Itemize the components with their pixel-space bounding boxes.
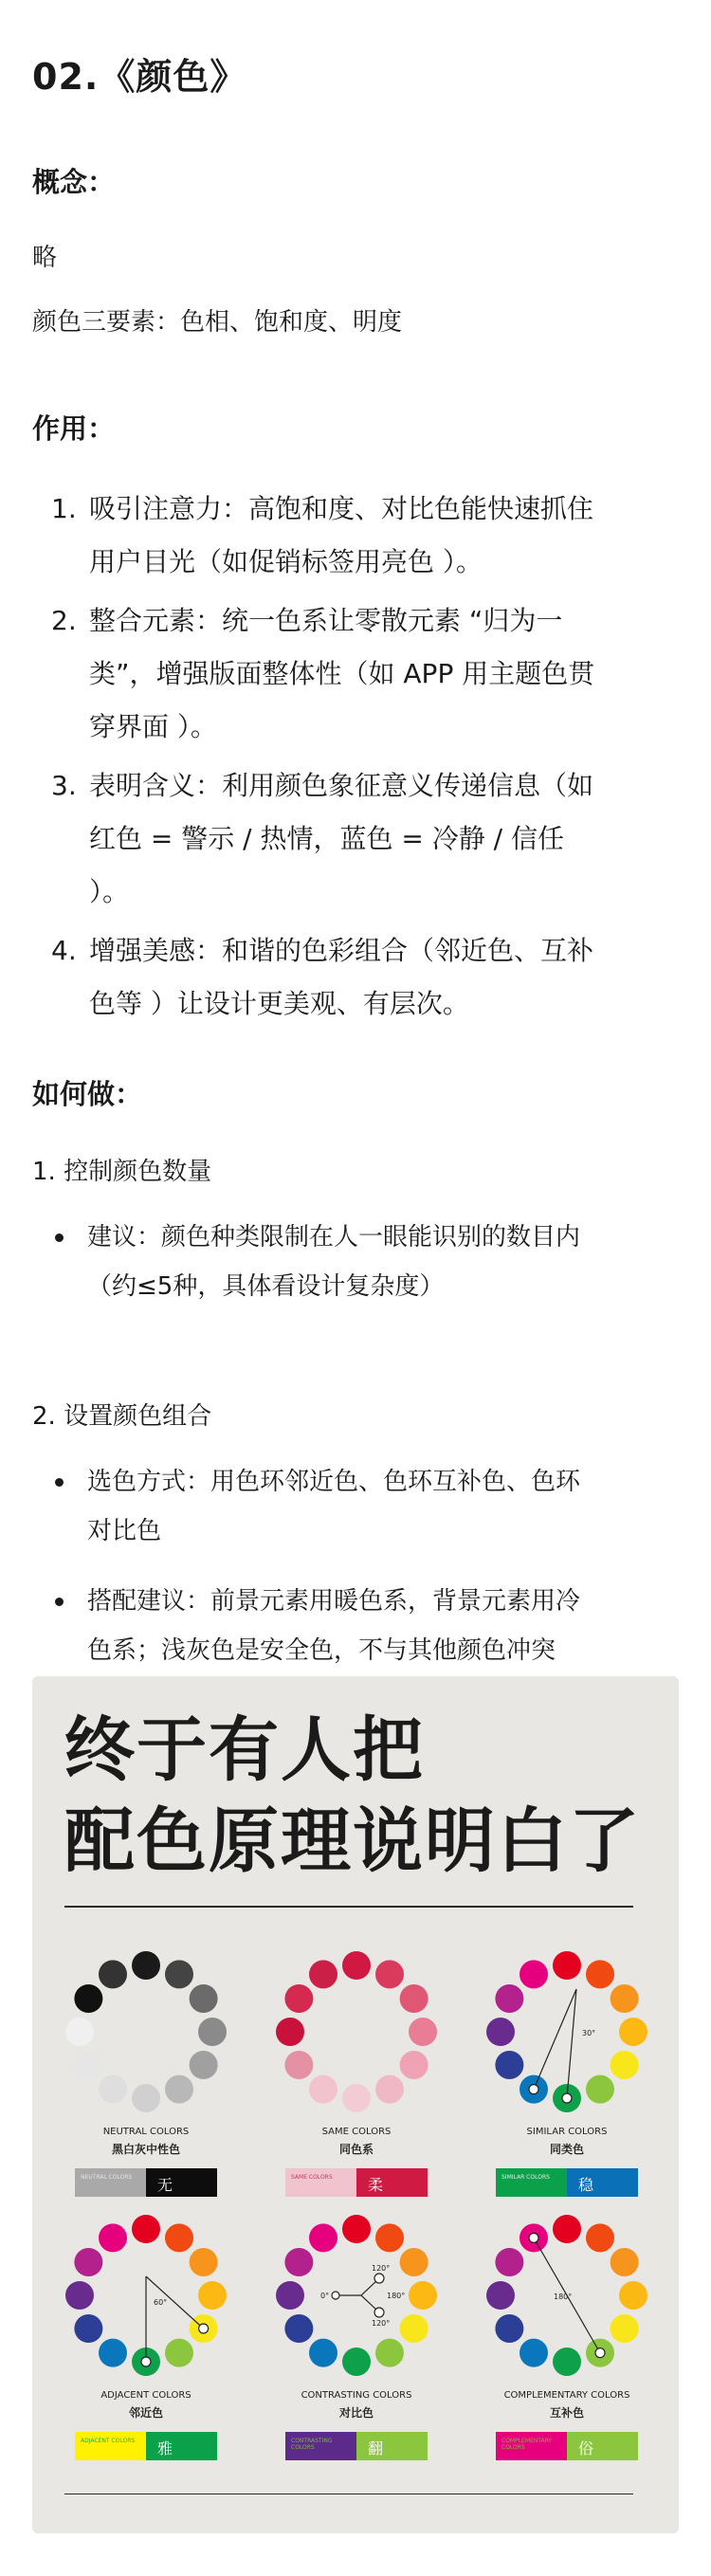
color-dot (132, 2215, 160, 2243)
color-dot (611, 2248, 639, 2276)
color-dot (198, 2281, 227, 2310)
swatch-name: COMPLEMENTARY COLORS (501, 2438, 553, 2451)
color-dot (495, 2248, 523, 2276)
swatch-right (356, 2432, 428, 2460)
bullet-text: 建议：颜色种类限制在人一眼能识别的数目内 (87, 1223, 581, 1251)
wheel-label-cn: 对比色 (338, 2406, 374, 2420)
wheel-label-en: NEUTRAL COLORS (102, 2127, 190, 2137)
color-dot (65, 2018, 94, 2046)
swatch-name: CONTRASTING COLORS (291, 2438, 333, 2451)
color-dot (611, 2051, 639, 2079)
color-swatch (496, 2168, 638, 2197)
color-dot (276, 2281, 304, 2310)
color-dot (409, 2281, 437, 2310)
color-dot (375, 2339, 404, 2367)
usage-item-4 (51, 927, 677, 1033)
howto-heading: 如何做： (32, 1078, 143, 1110)
color-dot (190, 1984, 218, 2013)
color-dot (520, 2339, 548, 2367)
wheel-label-cn: 同类色 (549, 2143, 584, 2156)
color-dot (586, 1960, 614, 1988)
color-dot (99, 2339, 127, 2367)
color-dot (165, 2075, 193, 2104)
selector-ring (529, 2233, 538, 2242)
wheel-label-cn: 同色系 (338, 2143, 374, 2156)
angle-label: 120° (372, 2319, 391, 2328)
color-dot (165, 2223, 193, 2252)
angle-line (567, 1989, 576, 2098)
color-dot (165, 2339, 193, 2367)
howto-step-2: 2. 设置颜色组合 (32, 1402, 212, 1431)
howto-step-1-bullet (87, 1213, 580, 1311)
color-dot (190, 2248, 218, 2276)
swatch-name: ADJACENT COLORS (81, 2438, 136, 2444)
color-swatch (75, 2432, 217, 2460)
wheel-label-en: SAME COLORS (321, 2127, 392, 2137)
concept-heading: 概念： (32, 166, 116, 198)
selector-ring (199, 2324, 209, 2333)
wheel-label-en: ADJACENT COLORS (100, 2390, 191, 2401)
swatch-right (567, 2432, 638, 2460)
color-dot (342, 1951, 371, 1980)
color-dot (309, 1960, 337, 1988)
selector-ring (141, 2357, 151, 2366)
usage-item-2 (51, 597, 677, 757)
color-dot (520, 1960, 548, 1988)
usage-item-text: 色等 ）让设计更美观、有层次。 (89, 988, 469, 1019)
swatch-char: 雅 (157, 2439, 173, 2457)
swatch-name: SIMILAR COLORS (501, 2174, 550, 2181)
color-dot (486, 2281, 515, 2310)
color-dot (99, 2075, 127, 2104)
angle-line (361, 2295, 377, 2311)
swatch-char: 无 (157, 2176, 173, 2194)
selector-ring (595, 2348, 605, 2358)
poster-title-line-2: 配色原理说明白了 (64, 1800, 641, 1882)
swatch-right (567, 2168, 638, 2197)
color-swatch (75, 2168, 217, 2197)
color-dot (74, 2314, 102, 2343)
swatch-left (75, 2168, 146, 2197)
color-dot (190, 2051, 218, 2079)
selector-ring (529, 2085, 538, 2094)
color-dot (486, 2018, 515, 2046)
swatch-left (285, 2432, 356, 2460)
color-dot (65, 2281, 94, 2310)
color-dot (400, 2314, 428, 2343)
usage-item-text: 类”，增强版面整体性（如 APP 用主题色贯 (89, 658, 595, 689)
usage-item-number: 4. (51, 935, 77, 966)
color-dot (400, 2248, 428, 2276)
selector-ring (562, 2093, 572, 2103)
usage-item-number: 1. (51, 493, 77, 524)
color-dot (132, 2084, 160, 2112)
angle-line (534, 1989, 576, 2090)
color-dot (375, 2075, 404, 2104)
swatch-left (496, 2168, 567, 2197)
concept-line-2: 颜色三要素：色相、饱和度、明度 (32, 308, 403, 337)
angle-line (361, 2280, 377, 2295)
color-dot (284, 2314, 313, 2343)
wheel-label-en: COMPLEMENTARY COLORS (503, 2390, 630, 2401)
usage-item-text: 红色 = 警示 / 热情，蓝色 = 冷静 / 信任 (89, 823, 564, 854)
color-dot (284, 2248, 313, 2276)
wheel-label-en: SIMILAR COLORS (526, 2127, 608, 2137)
color-dot (342, 2215, 371, 2243)
bullet-text: 搭配建议：前景元素用暖色系，背景元素用冷 (87, 1587, 581, 1616)
usage-item-number: 2. (51, 605, 77, 636)
usage-list (51, 485, 677, 1033)
bullet-dot (55, 1478, 64, 1487)
poster-title-line-1: 终于有人把 (64, 1709, 425, 1791)
color-dot (586, 2075, 614, 2104)
angle-label: 120° (372, 2264, 391, 2273)
color-dot (619, 2018, 647, 2046)
concept-line-1: 略 (32, 244, 58, 272)
color-dot (284, 1984, 313, 2013)
swatch-left (496, 2432, 567, 2460)
swatch-name: SAME COLORS (291, 2174, 333, 2181)
color-dot (586, 2223, 614, 2252)
color-theory-poster (32, 1676, 679, 2533)
color-dot (611, 1984, 639, 2013)
angle-label: 180° (387, 2292, 406, 2300)
swatch-char: 翻 (368, 2439, 384, 2457)
color-dot (611, 2314, 639, 2343)
color-dot (342, 2084, 371, 2112)
color-swatch (496, 2432, 638, 2460)
angle-label: 60° (154, 2298, 168, 2307)
usage-item-number: 3. (51, 770, 77, 801)
wheel-label-cn: 互补色 (549, 2406, 584, 2420)
wheel-label-cn: 黑白灰中性色 (111, 2143, 180, 2156)
color-dot (132, 1951, 160, 1980)
wheel-label-cn: 邻近色 (128, 2406, 163, 2420)
color-dot (99, 2223, 127, 2252)
wheel-label-en: CONTRASTING COLORS (301, 2390, 412, 2401)
color-dot (495, 2314, 523, 2343)
bullet-text: 色系；浅灰色是安全色，不与其他颜色冲突 (87, 1636, 556, 1665)
usage-item-text: 用户目光（如促销标签用亮色 ）。 (89, 546, 483, 577)
color-swatch (285, 2432, 428, 2460)
swatch-char: 俗 (578, 2439, 594, 2457)
color-dot (619, 2281, 647, 2310)
color-swatch (285, 2168, 428, 2197)
angle-label: 30° (582, 2029, 596, 2037)
usage-item-1 (51, 485, 677, 592)
color-dot (309, 2339, 337, 2367)
angle-label: 180° (554, 2293, 573, 2301)
color-dot (375, 1960, 404, 1988)
bullet-dot (55, 1598, 64, 1606)
color-dot (400, 2051, 428, 2079)
color-dot (74, 2248, 102, 2276)
color-dot (553, 2215, 581, 2243)
bullet-text: 选色方式：用色环邻近色、色环互补色、色环 (87, 1468, 581, 1496)
color-dot (495, 1984, 523, 2013)
swatch-right (146, 2432, 217, 2460)
usage-heading: 作用： (32, 412, 116, 445)
color-dot (309, 2075, 337, 2104)
color-dot (309, 2223, 337, 2252)
howto-step-2-bullet-2 (87, 1577, 580, 1675)
color-dot (276, 2018, 304, 2046)
selector-ring (332, 2292, 339, 2299)
swatch-char: 稳 (578, 2176, 594, 2194)
color-dot (99, 1960, 127, 1988)
color-dot (284, 2051, 313, 2079)
color-dot (342, 2348, 371, 2376)
color-dot (553, 1951, 581, 1980)
bullet-text: 对比色 (87, 1517, 162, 1545)
bullet-dot (55, 1233, 64, 1242)
swatch-left (75, 2432, 146, 2460)
color-dot (375, 2223, 404, 2252)
swatch-left (285, 2168, 356, 2197)
color-dot (165, 1960, 193, 1988)
usage-item-text: 增强美感：和谐的色彩组合（邻近色、互补 (89, 935, 594, 966)
swatch-char: 柔 (368, 2176, 384, 2194)
color-dot (409, 2018, 437, 2046)
color-dot (198, 2018, 227, 2046)
page-title: 02.《颜色》 (32, 56, 247, 98)
usage-item-text: 整合元素：统一色系让零散元素 “归为一 (89, 605, 563, 636)
usage-item-text: ）。 (89, 876, 130, 907)
color-dot (400, 1984, 428, 2013)
howto-step-1: 1. 控制颜色数量 (32, 1158, 212, 1186)
swatch-name: NEUTRAL COLORS (81, 2174, 133, 2181)
usage-item-text: 穿界面 ）。 (89, 711, 217, 742)
usage-item-text: 吸引注意力：高饱和度、对比色能快速抓住 (89, 493, 594, 524)
color-dot (74, 2051, 102, 2079)
bullet-text: （约≤5种，具体看设计复杂度） (87, 1272, 445, 1301)
howto-step-2-bullet-1 (87, 1457, 580, 1556)
color-dot (553, 2348, 581, 2376)
selector-ring (374, 2308, 384, 2317)
usage-item-text: 表明含义：利用颜色象征意义传递信息（如 (89, 770, 594, 801)
color-dot (495, 2051, 523, 2079)
swatch-right (146, 2168, 217, 2197)
selector-ring (374, 2274, 384, 2283)
usage-item-3 (51, 762, 677, 922)
swatch-right (356, 2168, 428, 2197)
color-dot (74, 1984, 102, 2013)
angle-label: 0° (320, 2292, 330, 2300)
